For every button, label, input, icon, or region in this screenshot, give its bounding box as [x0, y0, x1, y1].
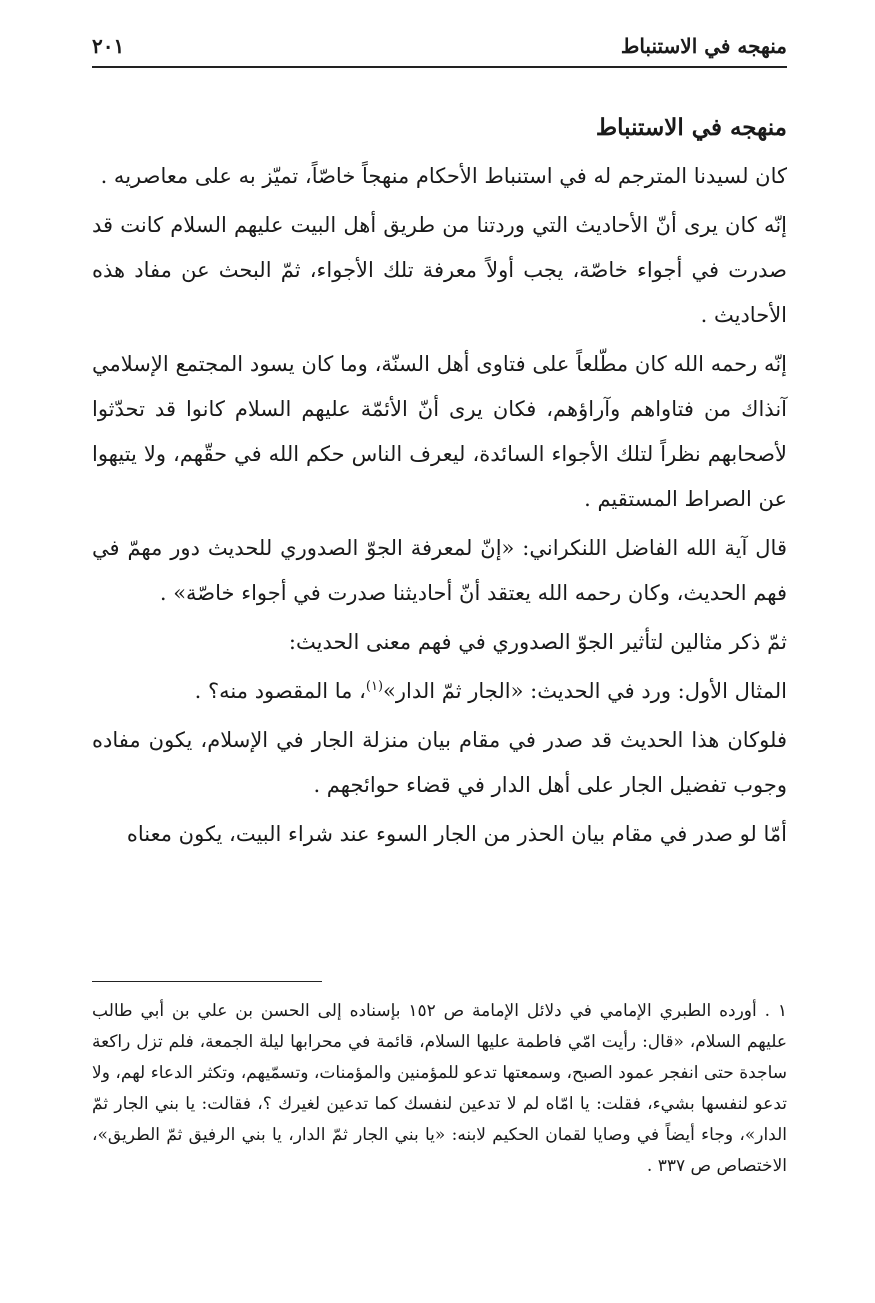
paragraph: كان لسيدنا المترجم له في استنباط الأحكام منهجاً خاصّاً، تميّز به على معاصريه . [100, 164, 787, 188]
main-text [92, 108, 787, 861]
running-header [92, 30, 787, 68]
example-paragraph [92, 669, 787, 714]
paragraph: إنّه رحمه الله كان مطّلعاً على فتاوى أهل السنّة، وما كان يسود المجتمع الإسلامي آنذاك من فتاواهم وآراؤهم، فكان يرى أنّ الأئمّة عليهم السلام كانوا قد تحدّثوا لأصحابهم نظراً لتلك الأجواء السائدة، ليعرف الناس حكم الله في حقّهم، ولا يتيهوا عن الصراط المستقيم . [92, 352, 787, 511]
example-text-end: ، ما المقصود منه؟ . [194, 679, 366, 703]
example-text: المثال الأول: ورد في الحديث: «الجار ثمّ الدار» [383, 679, 787, 703]
paragraph: ثمّ ذكر مثالين لتأثير الجوّ الصدوري في فهم معنى الحديث: [288, 630, 787, 654]
paragraph: فلوكان هذا الحديث قد صدر في مقام بيان منزلة الجار في الإسلام، يكون مفاده وجوب تفضيل الجار على أهل الدار في قضاء حوائجهم . [92, 728, 787, 797]
section-heading: منهجه في الاستنباط [595, 114, 787, 141]
footnote: ١ . أورده الطبري الإمامي في دلائل الإمامة ص ١٥٢ بإسناده إلى الحسن بن علي بن أبي طالب عليهم السلام، «قال: رأيت امّي فاطمة عليها السلام، قائمة في محرابها ليلة الجمعة، فلم تزل راكعة ساجدة حتى انفجر عمود الصبح، وسمعتها تدعو للمؤمنين والمؤمنات، وتسمّيهم، وتكثر الدعاء لهم، ولا تدعو لنفسها بشيء، فقلت: يا امّاه لم لا تدعين لنفسك كما تدعين لغيرك ؟، فقالت: يا بني الجار ثمّ الدار»، وجاء أيضاً في وصايا لقمان الحكيم لابنه: «يا بني الجار ثمّ الدار، يا بني الرفيق ثمّ الطريق»، الاختصاص ص ٣٣٧ . [92, 1001, 787, 1176]
paragraph: قال آية الله الفاضل اللنكراني: «إنّ لمعرفة الجوّ الصدوري للحديث دور مهمّ في فهم الحديث، وكان رحمه الله يعتقد أنّ أحاديثنا صدرت في أجواء خاصّة» . [92, 536, 787, 605]
footnotes [92, 996, 787, 1182]
paragraph: إنّه كان يرى أنّ الأحاديث التي وردتنا من طريق أهل البيت عليهم السلام كانت قد صدرت في أجواء خاصّة، يجب أولاً معرفة تلك الأجواء، ثمّ البحث عن مفاد هذه الأحاديث . [92, 213, 787, 327]
page-number: ٢٠١ [92, 34, 125, 58]
footnote-reference[interactable]: (١) [365, 679, 384, 694]
footnote-divider [92, 981, 322, 982]
running-title: منهجه في الاستنباط [620, 34, 787, 58]
paragraph: أمّا لو صدر في مقام بيان الحذر من الجار السوء عند شراء البيت، يكون معناه [126, 822, 787, 846]
